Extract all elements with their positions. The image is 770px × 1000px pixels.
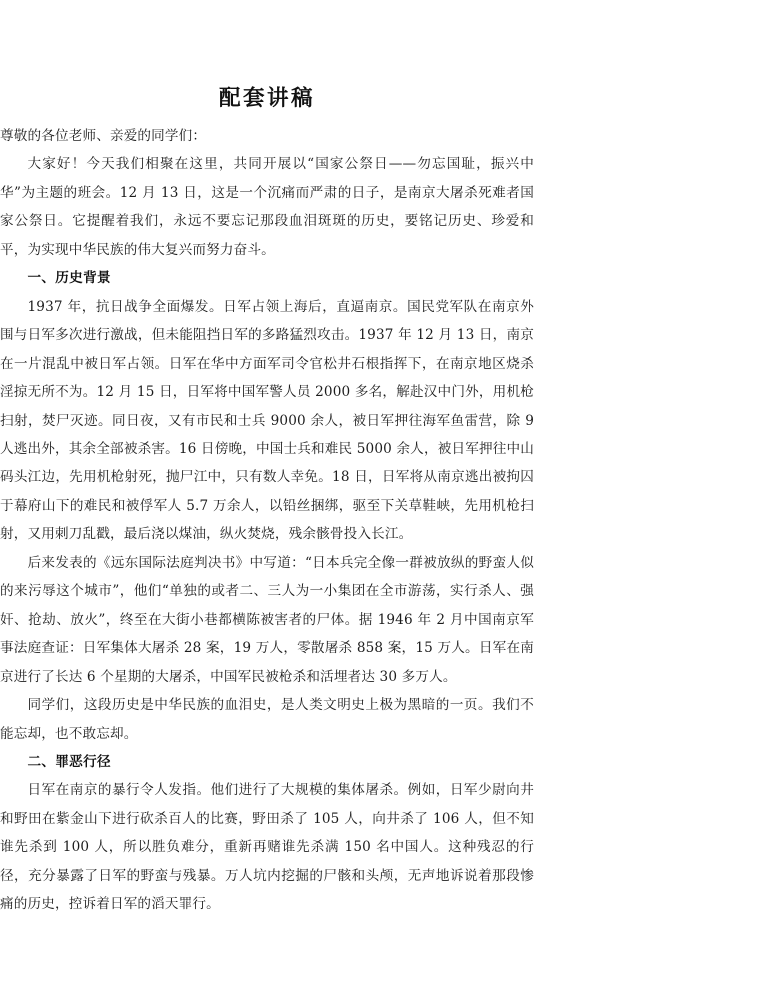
- history-paragraph-1: 1937 年，抗日战争全面爆发。日军占领上海后，直逼南京。国民党军队在南京外围与日军多次进行激战，但未能阻挡日军的多路猛烈攻击。1937 年 12 月 13 日，南京在一片混乱中被日军占领。日军在华中方面军司令官松井石根指挥下，在南京地区烧杀淫掠无所不为。12 月 15 日，日军将中国军警人员 2000 多名，解赴汉中门外，用机枪扫射，焚尸灭迹。同日夜，又有市民和士兵 9000 余人，被日军押往海军鱼雷营，除 9 人逃出外，其余全部被杀害。16 日傍晚，中国士兵和难民 5000 余人，被日军押往中山码头江边，先用机枪射死，抛尸江中，只有数人幸免。18 日，日军将从南京逃出被拘囚于幕府山下的难民和被俘军人 5.7 万余人，以铅丝捆绑，驱至下关草鞋峡，先用机枪扫射，又用刺刀乱戳，最后浇以煤油，纵火焚烧，残余骸骨投入长江。: [0, 298, 534, 543]
- section-heading-2: 二、罪恶行径: [27, 753, 111, 770]
- crimes-paragraph-1: 日军在南京的暴行令人发指。他们进行了大规模的集体屠杀。例如，日军少尉向井和野田在紫金山下进行砍杀百人的比赛，野田杀了 105 人，向井杀了 106 人，但不知谁先杀到 100 人，所以胜负难分，重新再赌谁先杀满 150 名中国人。这种残忍的行径，充分暴露了日军的野蛮与残暴。万人坑内挖掘的尸骸和头颅，无声地诉说着那段惨痛的历史，控诉着日军的滔天罪行。: [0, 782, 534, 913]
- page-title: 配套讲稿: [218, 86, 315, 111]
- opening-paragraph: 大家好！今天我们相聚在这里，共同开展以“国家公祭日——勿忘国耻，振兴中华”为主题的班会。12 月 13 日，这是一个沉痛而严肃的日子，是南京大屠杀死难者国家公祭日。它提醒着我们，永远不要忘记那段血泪斑斑的历史，要铭记历史、珍爱和平，为实现中华民族的伟大复兴而努力奋斗。: [0, 156, 534, 258]
- history-paragraph-2: 后来发表的《远东国际法庭判决书》中写道：“日本兵完全像一群被放纵的野蛮人似的来污辱这个城市”，他们“单独的或者二、三人为一小集团在全市游荡，实行杀人、强奸、抢劫、放火”，终至在大街小巷都横陈被害者的尸体。据 1946 年 2 月中国南京军事法庭查证：日军集体大屠杀 28 案，19 万人，零散屠杀 858 案，15 万人。日军在南京进行了长达 6 个星期的大屠杀，中国军民被枪杀和活埋者达 30 多万人。: [0, 554, 534, 685]
- document-body: [0, 122, 534, 919]
- section-heading-1: 一、历史背景: [27, 270, 111, 287]
- history-paragraph-3: 同学们，这段历史是中华民族的血泪史，是人类文明史上极为黑暗的一页。我们不能忘却，也不敢忘却。: [0, 697, 534, 742]
- salutation: 尊敬的各位老师、亲爱的同学们：: [0, 128, 207, 144]
